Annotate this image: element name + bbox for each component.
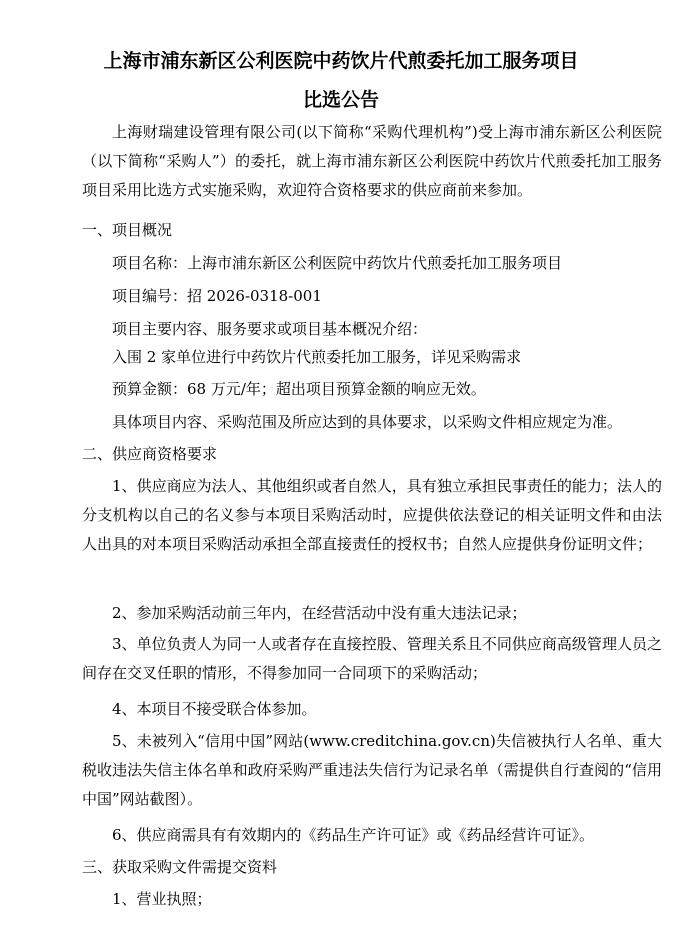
qualification-item-6: 6、供应商需具有有效期内的《药品生产许可证》或《药品经营许可证》。 bbox=[112, 826, 595, 844]
materials-item-1: 1、营业执照； bbox=[112, 890, 212, 908]
project-number: 项目编号：招 2026-0318-001 bbox=[112, 287, 322, 305]
document-subtitle: 比选公告 bbox=[302, 89, 379, 111]
section-1-heading: 一、项目概况 bbox=[82, 221, 173, 239]
document-title: 上海市浦东新区公利医院中药饮片代煎委托加工服务项目 bbox=[103, 50, 579, 72]
qualification-item-2: 2、参加采购活动前三年内，在经营活动中没有重大违法记录； bbox=[112, 604, 527, 622]
qualification-item-4: 4、本项目不接受联合体参加。 bbox=[112, 700, 317, 718]
project-content-heading: 项目主要内容、服务要求或项目基本概况介绍： bbox=[112, 320, 428, 338]
project-content-detail: 入围 2 家单位进行中药饮片代煎委托加工服务，详见采购需求 bbox=[112, 348, 522, 366]
qualification-item-1: 1、供应商应为法人、其他组织或者自然人，具有独立承担民事责任的能力；法人的分支机构以自己的名义参与本项目采购活动时，应提供依法登记的相关证明文件和由法人出具的对本项目采购活动承担全部直接责任的授权书；自然人应提供身份证明文件； bbox=[82, 477, 662, 553]
intro-paragraph: 上海财瑞建设管理有限公司(以下简称“采购代理机构”)受上海市浦东新区公利医院（以下简称“采购人”）的委托，就上海市浦东新区公利医院中药饮片代煎委托加工服务项目采用比选方式实施采购，欢迎符合资格要求的供应商前来参加。 bbox=[82, 123, 662, 199]
section-2-heading: 二、供应商资格要求 bbox=[82, 445, 218, 463]
qualification-item-5: 5、未被列入“信用中国”网站(www.creditchina.gov.cn)失信被执行人名单、重大税收违法失信主体名单和政府采购严重违法失信行为记录名单（需提供自行查阅的“信用中国”网站截图）。 bbox=[82, 732, 662, 808]
project-budget: 预算金额：68 万元/年；超出项目预算金额的响应无效。 bbox=[112, 380, 486, 398]
qualification-item-3: 3、单位负责人为同一人或者存在直接控股、管理关系且不同供应商高级管理人员之间存在交叉任职的情形，不得参加同一合同项下的采购活动； bbox=[82, 635, 662, 682]
project-note: 具体项目内容、采购范围及所应达到的具体要求，以采购文件相应规定为准。 bbox=[112, 413, 623, 431]
project-name: 项目名称：上海市浦东新区公利医院中药饮片代煎委托加工服务项目 bbox=[112, 254, 563, 272]
section-3-heading: 三、获取采购文件需提交资料 bbox=[82, 858, 278, 876]
